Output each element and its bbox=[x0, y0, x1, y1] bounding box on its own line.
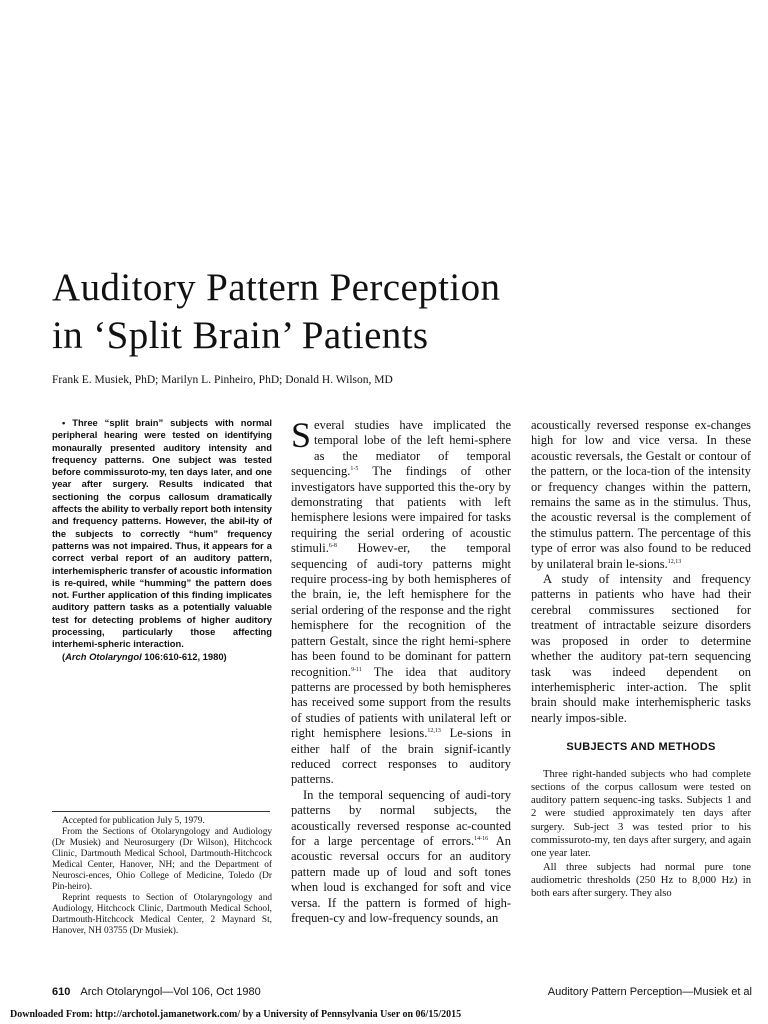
abstract-text: • Three “split brain” subjects with normal peripheral hearing were tested on identifying monaurally presented auditory intensity and frequency patterns. One subject was tested before commissuroto-my, ten days later, and one year after surgery. Results indicated that sectioning the corpus callosum dramatically affects the ability to verbally report both intensity and frequency patterns. However, the abil-ity of the subjects to correctly “hum” frequency patterns was not impaired. Thus, it appears for a correct verbal report of an auditory pattern, interhemispheric transfer of acoustic information is re-quired, while “humming” the pattern does not. Further application of this finding implicates auditory pattern tasks as a potentially valuable test for detecting problems of higher auditory processing, particularly those affecting interhemi-spheric interaction. bbox=[52, 417, 272, 650]
reference-sup: 12,13 bbox=[667, 558, 682, 565]
footnote-accepted: Accepted for publication July 5, 1979. bbox=[62, 816, 205, 826]
sequencing-text-a: In the temporal sequencing of audi-tory patterns by normal subjects, the acoustically reversed response ac-counted for a large percentage of errors. bbox=[291, 787, 511, 848]
body-paragraph-study: A study of intensity and frequency patterns in patients who have had their cerebral commissures sectioned for treatment of intractable seizure disorders was proposed in order to determine whether the auditory pat-tern sequencing task was indeed dependent on interhemispheric inter-action. The split brain should make interhemispheric tasks nearly impos-sible. bbox=[531, 572, 751, 725]
footnote-reprints: Reprint requests to Section of Otolaryngology and Audiology, Hitchcock Clinic, Dartmouth Medical School, Dartmouth-Hitchcock Medical Center, 2 Maynard St, Hanover, NH 03755 (Dr Musiek). bbox=[52, 893, 272, 936]
intro-text-e: Le-sions in either half of the brain signif-icantly reduced correct responses to auditory patterns. bbox=[291, 726, 511, 787]
running-head: Auditory Pattern Perception—Musiek et al bbox=[547, 986, 752, 998]
footnote-divider bbox=[52, 811, 270, 812]
footnote-affiliations: From the Sections of Otolaryngology and Audiology (Dr Musiek) and Neurosurgery (Dr Wilson), Hitchcock Clinic, Dartmouth Medical School, Dartmouth-Hitchcock Medical Center, Hanover, NH; and the Department of Neurosci-ences, Ohio College of Medicine, Toledo (Dr Pin-heiro). bbox=[52, 827, 272, 892]
body-paragraph-sequencing bbox=[291, 788, 511, 927]
intro-text-d: The idea that auditory patterns are processed by both hemispheres has received some support from the results of studies of patients with unilateral left or right hemisphere lesions. bbox=[291, 664, 511, 741]
methods-paragraph-2: All three subjects had normal pure tone audiometric thresholds (250 Hz to 8,000 Hz) in both ears after surgery. They also bbox=[531, 861, 751, 900]
title-line-1: Auditory Pattern Perception bbox=[52, 266, 501, 309]
sequencing-text-b: An acoustic reversal occurs for an auditory pattern made up of loud and soft tones when loud is exchanged for soft and vice versa. If the pattern is formed of high-frequen-cy and low-frequency sounds, an bbox=[291, 833, 511, 925]
article-title bbox=[52, 264, 712, 360]
reference-sup: 9-11 bbox=[351, 666, 362, 673]
drop-cap: S bbox=[291, 415, 312, 455]
reference-sup: 12,13 bbox=[427, 727, 441, 734]
author-line: Frank E. Musiek, PhD; Marilyn L. Pinheiro, PhD; Donald H. Wilson, MD bbox=[52, 374, 393, 386]
reversal-text: acoustically reversed response ex-changes high for low and vice versa. In these acoustic reversals, the Gestalt or contour of the pattern, or the loca-tion of the intensity or frequency changes within the pattern, remains the same as in the stimulus. Thus, the acoustic reversal is the complement of the stimulus pattern. The percentage of this type of error was also found to be reduced by unilateral brain le-sions. bbox=[531, 418, 751, 571]
intro-text-b: The findings of other investigators have supported this the-ory by demonstrating that patients with left hemisphere lesions were impaired for tasks requiring the serial ordering of acoustic stimuli. bbox=[291, 464, 511, 556]
abstract-citation: (Arch Otolaryngol 106:610-612, 1980) bbox=[62, 650, 227, 662]
section-heading: SUBJECTS AND METHODS bbox=[566, 741, 716, 754]
citation-details: 106:610-612, 1980) bbox=[141, 650, 227, 662]
page-number: 610 bbox=[52, 986, 71, 998]
footnotes bbox=[52, 816, 272, 937]
download-note: Downloaded From: http://archotol.jamanetwork.com/ by a University of Pennsylvania User on 06/15/2015 bbox=[10, 1009, 462, 1020]
reference-sup: 14-16 bbox=[474, 835, 489, 842]
body-column-3 bbox=[531, 418, 751, 901]
footer-left bbox=[52, 986, 261, 998]
reference-sup: 6-8 bbox=[328, 543, 337, 550]
intro-text-c: Howev-er, the temporal sequencing of audi-tory patterns might require process-ing by both hemispheres of the brain, ie, the left hemisphere for the serial ordering of the response and the right hemisphere for the recognition of the pattern Gestalt, since the right hemi-sphere has been found to be dominant for pattern recognition. bbox=[291, 541, 511, 679]
journal-info: Arch Otolaryngol—Vol 106, Oct 1980 bbox=[80, 986, 261, 998]
methods-paragraph-1: Three right-handed subjects who had complete sections of the corpus callosum were tested on auditory pattern sequenc-ing tasks. Subjects 1 and 2 were studied approximately ten days after surgery. Sub-ject 3 was tested prior to his commissuroto-my, ten days after surgery, and again one year later. bbox=[531, 768, 751, 860]
body-column-2 bbox=[291, 415, 511, 926]
reference-sup: 1-5 bbox=[350, 466, 359, 473]
body-paragraph-intro bbox=[291, 415, 511, 788]
intro-text-a: everal studies have implicated the temporal lobe of the left hemi-sphere as the mediator of temporal sequencing. bbox=[291, 418, 511, 479]
citation-journal: Arch Otolaryngol bbox=[65, 650, 142, 662]
title-line-2: in ‘Split Brain’ Patients bbox=[52, 314, 429, 357]
abstract bbox=[52, 417, 272, 663]
body-paragraph-reversal bbox=[531, 418, 751, 572]
